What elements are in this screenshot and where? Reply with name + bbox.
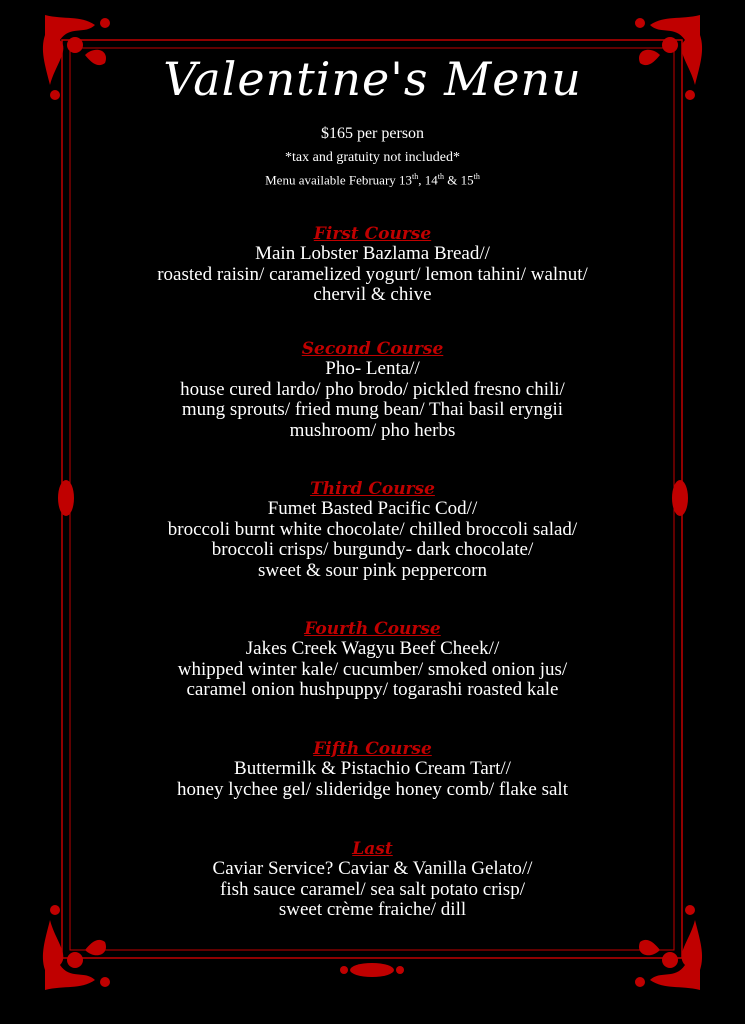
course-heading: Third Course (310, 479, 435, 499)
course-first (40, 224, 705, 306)
dish-line: sweet & sour pink peppercorn (258, 559, 487, 581)
availability-text: Menu available February 13 (265, 172, 413, 188)
dish-line: broccoli crisps/ burgundy- dark chocolate/ (211, 539, 534, 560)
dish-name: Jakes Creek Wagyu Beef Cheek// (245, 638, 500, 659)
course-fifth (40, 739, 705, 800)
dish-line: sweet crème fraiche/ dill (278, 899, 467, 920)
dish-line: house cured lardo/ pho brodo/ pickled fresno chili/ (180, 378, 565, 400)
dish-line: fish sauce caramel/ sea salt potato crisp/ (220, 878, 525, 900)
availability-text: , 14 (418, 172, 438, 188)
dish-line: roasted raisin/ caramelized yogurt/ lemon tahini/ walnut/ (157, 263, 588, 285)
tax-note: *tax and gratuity not included* (285, 150, 460, 165)
dish-line: honey lychee gel/ slideridge honey comb/ flake salt (177, 778, 568, 800)
dish-line: chervil & chive (313, 284, 432, 305)
availability-sup: th (412, 172, 419, 181)
course-heading: Last (352, 839, 393, 859)
course-third (40, 479, 705, 581)
course-heading: First Course (313, 224, 432, 244)
dish-name: Fumet Basted Pacific Cod// (267, 498, 478, 519)
course-heading: Second Course (301, 339, 444, 359)
dish-name: Main Lobster Bazlama Bread// (255, 243, 490, 264)
dish-name: Caviar Service? Caviar & Vanilla Gelato// (212, 858, 533, 879)
course-second (40, 339, 705, 441)
availability (0, 172, 745, 188)
availability-sup: th (473, 172, 480, 181)
course-fourth (40, 619, 705, 701)
dish-line: mushroom/ pho herbs (289, 419, 456, 441)
availability-text: & 15 (444, 172, 474, 188)
price: $165 per person (320, 125, 425, 142)
dish-name: Buttermilk & Pistachio Cream Tart// (234, 758, 511, 779)
course-heading: Fourth Course (304, 619, 441, 639)
dish-line: caramel onion hushpuppy/ togarashi roasted kale (186, 679, 559, 700)
course-last (40, 839, 705, 921)
dish-line: mung sprouts/ fried mung bean/ Thai basil eryngii (181, 399, 564, 420)
dish-line: whipped winter kale/ cucumber/ smoked onion jus/ (177, 658, 568, 680)
menu-title: Valentine's Menu (163, 52, 582, 106)
course-heading: Fifth Course (313, 739, 432, 759)
dish-line: broccoli burnt white chocolate/ chilled broccoli salad/ (167, 518, 578, 540)
dish-name: Pho- Lenta// (325, 358, 420, 379)
availability-sup: th (437, 172, 445, 181)
